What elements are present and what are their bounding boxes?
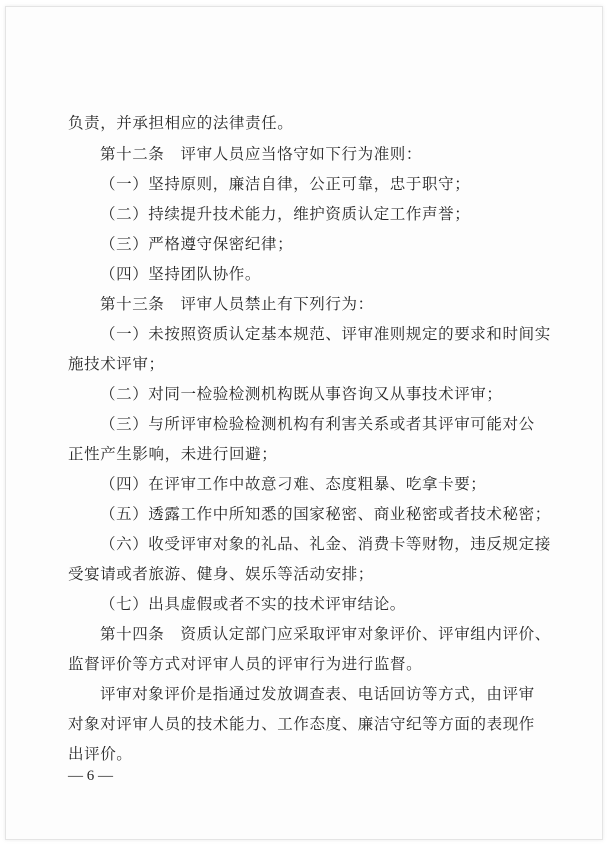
text-line: （二）对同一检验检测机构既从事咨询又从事技术评审； [100,385,503,403]
text-line: （三）与所评审检验检测机构有利害关系或者其评审可能对公 [100,415,535,433]
article-14-heading: 第十四条 资质认定部门应采取评审对象评价、评审组内评价、 [100,625,551,643]
text-line: （四）在评审工作中故意刁难、态度粗暴、吃拿卡要； [100,475,487,493]
text-line: 监督评价等方式对评审人员的评审行为进行监督。 [68,655,423,673]
text-line: （一）坚持原则，廉洁自律，公正可靠，忠于职守； [100,175,471,193]
text-line: （五）透露工作中所知悉的国家秘密、商业秘密或者技术秘密； [100,505,551,523]
text-line: 负责，并承担相应的法律责任。 [68,114,294,132]
text-line: 评审对象评价是指通过发放调查表、电话回访等方式，由评审 [100,685,535,703]
text-line: 对象对评审人员的技术能力、工作态度、廉洁守纪等方面的表现作 [68,715,535,733]
page-number: — 6 — [68,768,113,784]
text-line: 正性产生影响，未进行回避； [68,445,278,463]
text-line: （四）坚持团队协作。 [100,265,262,283]
text-line: （二）持续提升技术能力，维护资质认定工作声誉； [100,205,471,223]
article-13-heading: 第十三条 评审人员禁止有下列行为： [100,295,374,313]
text-line: 出评价。 [68,745,133,763]
text-line: 施技术评审； [68,355,165,373]
text-line: 受宴请或者旅游、健身、娱乐等活动安排； [68,565,374,583]
text-line: （七）出具虚假或者不实的技术评审结论。 [100,595,406,613]
article-12-heading: 第十二条 评审人员应当恪守如下行为准则： [100,145,423,163]
text-line: （三）严格遵守保密纪律； [100,235,294,253]
text-line: （六）收受评审对象的礼品、礼金、消费卡等财物，违反规定接 [100,535,551,553]
text-line: （一）未按照资质认定基本规范、评审准则规定的要求和时间实 [100,325,551,343]
